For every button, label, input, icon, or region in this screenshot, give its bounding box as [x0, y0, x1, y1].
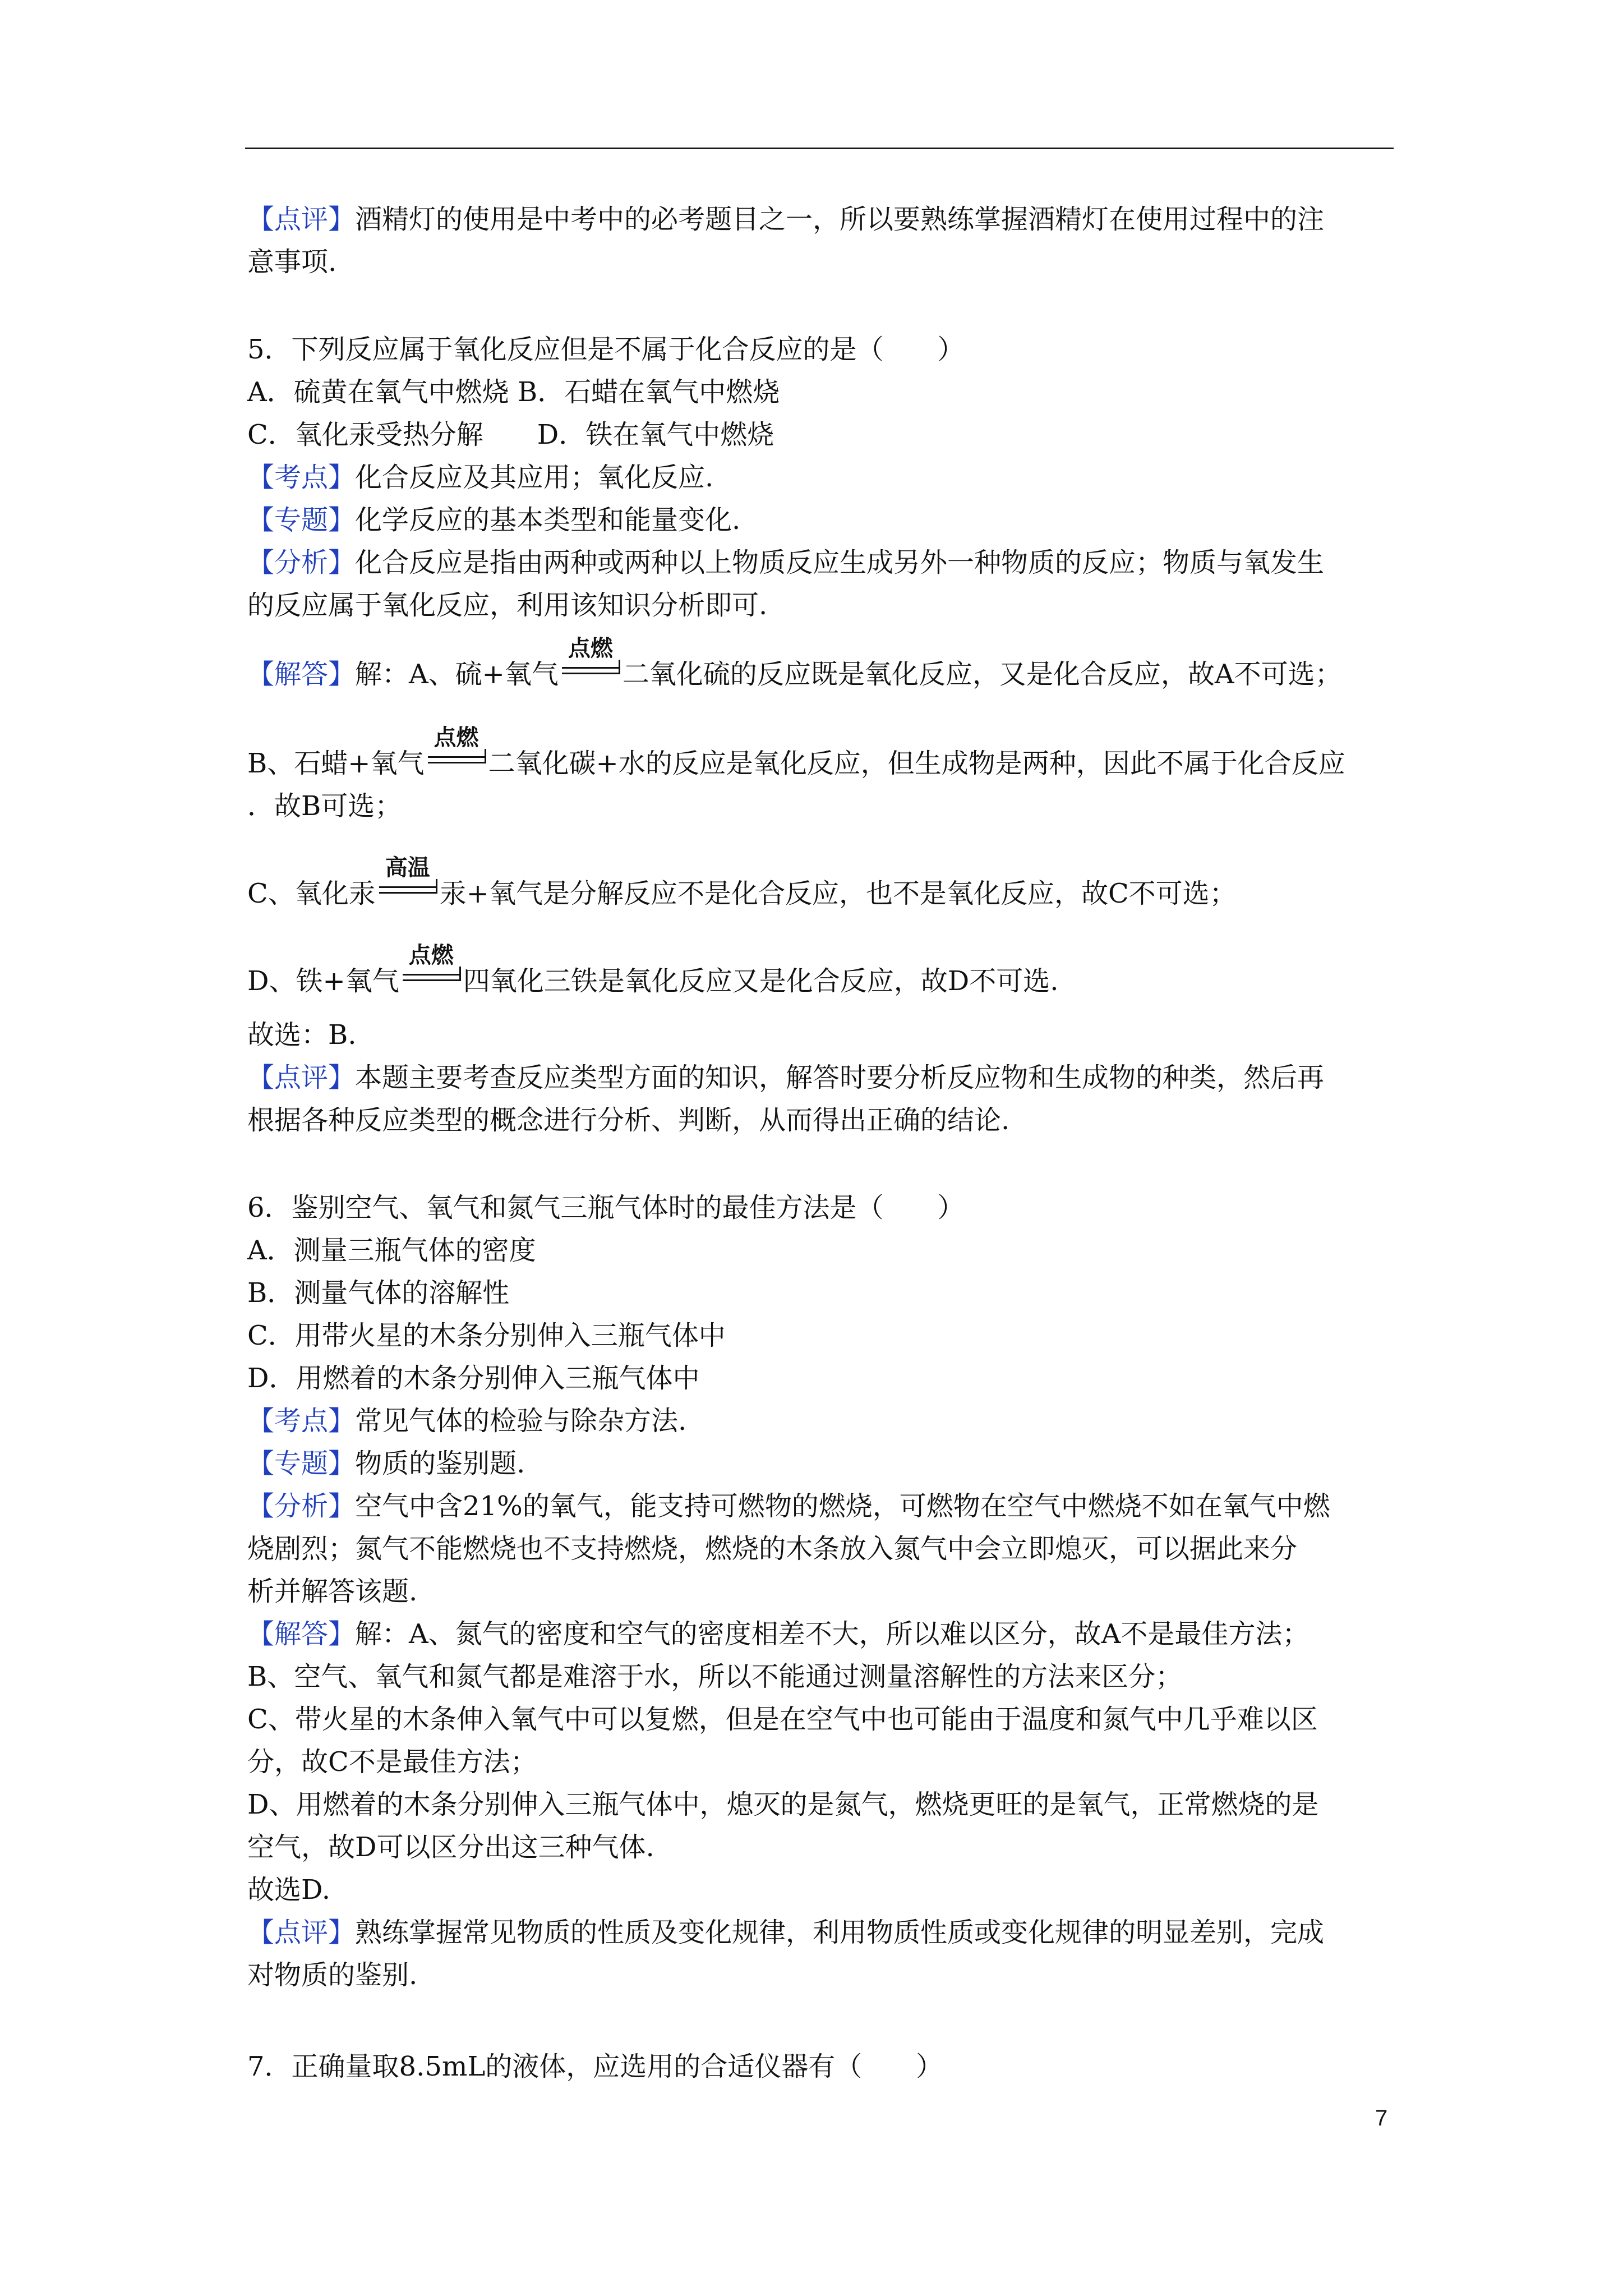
reaction-arrow: [428, 725, 485, 772]
point-tag: 【考点】: [247, 1405, 356, 1437]
review-line: 【点评】酒精灯的使用是中考中的必考题目之一，所以要熟练掌握酒精灯在使用过程中的注: [247, 204, 1325, 235]
topic-tag: 【专题】: [247, 1448, 356, 1479]
answer-choice: 故选：B.: [247, 1019, 357, 1051]
answer-line: ．故B可选；: [247, 790, 402, 822]
question-6-answer: 【解答】解：A、氮气的密度和空气的密度相差不大，所以难以区分，故A不是最佳方法；: [247, 1618, 1310, 1650]
reaction-arrow: [403, 942, 460, 990]
review-tag: 【点评】: [247, 1917, 356, 1948]
question-5-stem: 5．下列反应属于氧化反应但是不属于化合反应的是（ ）: [247, 334, 965, 365]
question-6-analysis: 烧剧烈；氮气不能燃烧也不支持燃烧，燃烧的木条放入氮气中会立即熄灭，可以据此来分: [247, 1533, 1298, 1565]
question-5-conclusion: [247, 1014, 1397, 1142]
question-7-stem: 7．正确量取8.5mL的液体，应选用的合适仪器有（ ）: [247, 2051, 943, 2082]
question-5-topic: 【专题】化学反应的基本类型和能量变化.: [247, 504, 741, 536]
topic-tag: 【专题】: [247, 504, 356, 536]
question-6-point: 【考点】常见气体的检验与除杂方法.: [247, 1405, 687, 1437]
question-6-answer: 空气，故D可以区分出这三种气体.: [247, 1832, 654, 1863]
review-line: 【点评】熟练掌握常见物质的性质及变化规律，利用物质性质或变化规律的明显差别，完成: [247, 1917, 1325, 1948]
review-line: 根据各种反应类型的概念进行分析、判断，从而得出正确的结论.: [247, 1105, 1010, 1136]
reaction-condition: 点燃: [568, 636, 613, 661]
question-5-block: [247, 328, 1397, 627]
question-6-option-c: C．用带火星的木条分别伸入三瓶气体中: [247, 1320, 726, 1351]
question-5-analysis: 【分析】化合反应是指由两种或两种以上物质反应生成另外一种物质的反应；物质与氧发生: [247, 547, 1325, 578]
reaction-condition: 点燃: [408, 942, 454, 968]
question-5-options: C．氧化汞受热分解 D．铁在氧气中燃烧: [247, 419, 774, 450]
reaction-arrow: [379, 855, 436, 903]
reaction-condition: 点燃: [434, 725, 479, 751]
question-5-options: A．硫黄在氧气中燃烧 B．石蜡在氧气中燃烧: [247, 376, 780, 408]
question-7-block: [247, 2045, 1397, 2088]
question-5-answer-a: 【解答】解：A、硫+氧气 点燃 二氧化硫的反应既是氧化反应，又是化合反应，故A不可选；: [247, 636, 1342, 690]
question-5-answer-b: [247, 725, 1397, 827]
question-6-analysis: 析并解答该题.: [247, 1576, 418, 1607]
question-6-option-a: A．测量三瓶气体的密度: [247, 1235, 536, 1266]
answer-line: B、石蜡+氧气 点燃 二氧化碳+水的反应是氧化反应，但生成物是两种，因此不属于化合反应: [247, 725, 1345, 779]
reaction-condition: 高温: [385, 855, 430, 881]
point-tag: 【考点】: [247, 462, 356, 493]
question-6-option-b: B．测量气体的溶解性: [247, 1277, 510, 1309]
header-rule: [245, 148, 1394, 149]
answer-tag: 【解答】: [247, 659, 356, 690]
page-number: 7: [1375, 2106, 1388, 2131]
question-6-topic: 【专题】物质的鉴别题.: [247, 1448, 525, 1479]
answer-tag: 【解答】: [247, 1618, 356, 1650]
reaction-arrow: [562, 636, 619, 683]
question-5-answer-d: D、铁+氧气 点燃 四氧化三铁是氧化反应又是化合反应，故D不可选.: [247, 942, 1059, 997]
question-5-point: 【考点】化合反应及其应用；氧化反应.: [247, 462, 714, 493]
question-6-answer: B、空气、氧气和氮气都是难溶于水，所以不能通过测量溶解性的方法来区分；: [247, 1661, 1183, 1692]
intro-review: [247, 198, 1397, 283]
review-line: 对物质的鉴别.: [247, 1959, 418, 1991]
review-line: 意事项.: [247, 246, 337, 278]
review-line: 【点评】本题主要考查反应类型方面的知识，解答时要分析反应物和生成物的种类，然后再: [247, 1062, 1325, 1093]
question-5-answer-c: C、氧化汞 高温 汞+氧气是分解反应不是化合反应，也不是氧化反应，故C不可选；: [247, 855, 1237, 909]
question-6-answer: C、带火星的木条伸入氧气中可以复燃，但是在空气中也可能由于温度和氮气中几乎难以区: [247, 1704, 1318, 1735]
answer-choice: 故选D.: [247, 1874, 331, 1906]
question-6-stem: 6．鉴别空气、氧气和氮气三瓶气体时的最佳方法是（ ）: [247, 1192, 965, 1223]
question-5-analysis: 的反应属于氧化反应，利用该知识分析即可.: [247, 590, 768, 621]
analysis-tag: 【分析】: [247, 547, 356, 578]
question-6-block: [247, 1186, 1397, 1996]
question-6-answer: 分，故C不是最佳方法；: [247, 1746, 537, 1778]
question-6-analysis: 【分析】空气中含21%的氧气，能支持可燃物的燃烧，可燃物在空气中燃烧不如在氧气中燃: [247, 1490, 1330, 1522]
question-6-answer: D、用燃着的木条分别伸入三瓶气体中，熄灭的是氮气，燃烧更旺的是氧气，正常燃烧的是: [247, 1789, 1319, 1820]
review-tag: 【点评】: [247, 204, 356, 235]
analysis-tag: 【分析】: [247, 1490, 356, 1522]
review-tag: 【点评】: [247, 1062, 356, 1093]
question-6-option-d: D．用燃着的木条分别伸入三瓶气体中: [247, 1363, 700, 1394]
